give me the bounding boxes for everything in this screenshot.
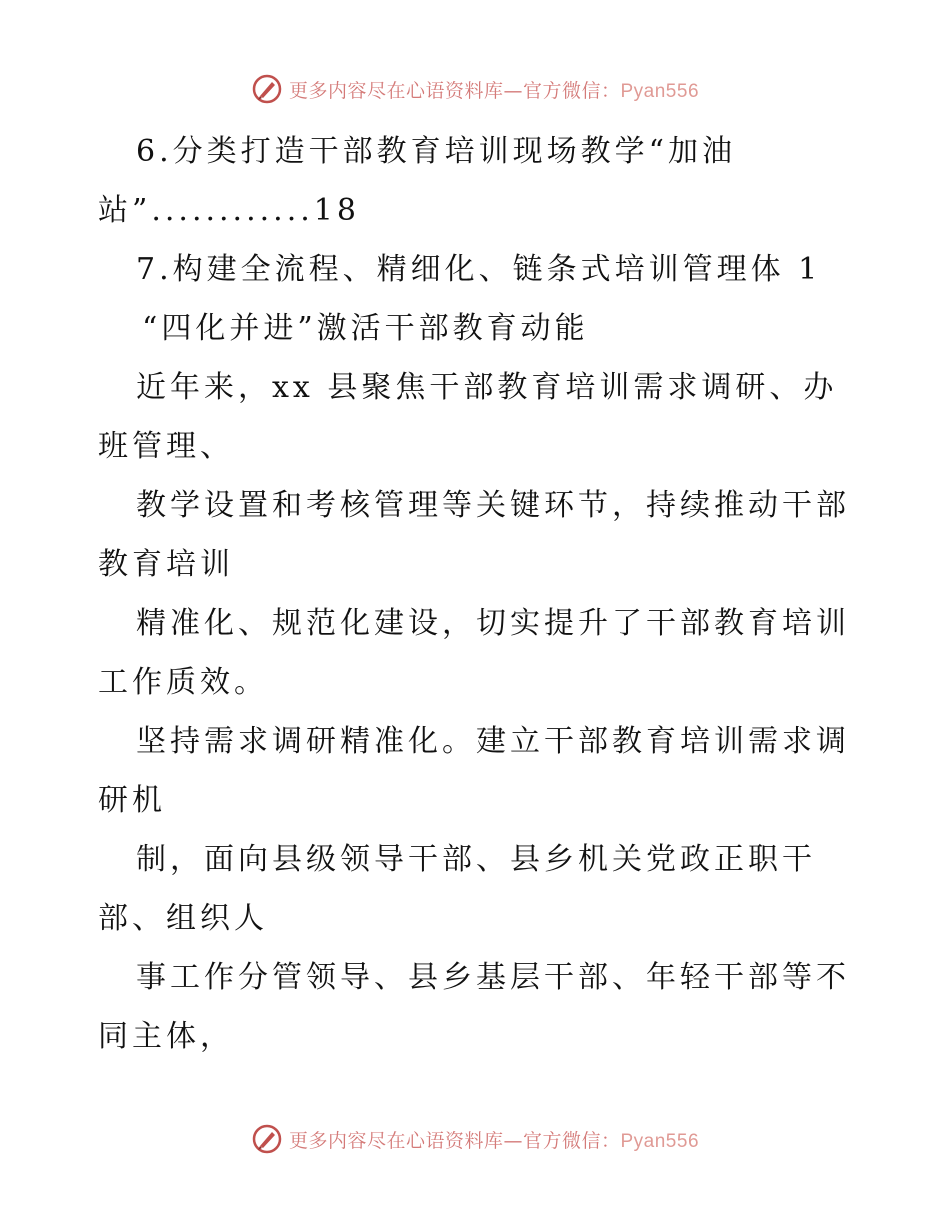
paragraph-line: 同主体， bbox=[98, 1019, 234, 1054]
pen-logo-icon bbox=[251, 1123, 283, 1155]
paragraph-line: 研机 bbox=[98, 783, 166, 818]
document-body bbox=[98, 122, 868, 1066]
pen-logo-icon bbox=[251, 73, 283, 105]
paragraph-line: 近年来，xx 县聚焦干部教育培训需求调研、办 bbox=[136, 370, 838, 405]
paragraph-line: 教育培训 bbox=[98, 547, 234, 582]
header-watermark bbox=[0, 72, 950, 106]
paragraph-line: 部、组织人 bbox=[98, 901, 268, 936]
paragraph-line: 坚持需求调研精准化。建立干部教育培训需求调 bbox=[136, 724, 850, 759]
paragraph-line: 教学设置和考核管理等关键环节，持续推动干部 bbox=[136, 488, 850, 523]
toc-item-7: 7.构建全流程、精细化、链条式培训管理体 1 bbox=[136, 252, 822, 287]
watermark-text: 更多内容尽在心语资料库—官方微信：Pyan556 bbox=[288, 1129, 700, 1152]
footer-watermark bbox=[0, 1122, 950, 1156]
paragraph-line: 事工作分管领导、县乡基层干部、年轻干部等不 bbox=[136, 960, 850, 995]
toc-item-6-continued: 站”............18 bbox=[98, 193, 360, 228]
paragraph-line: 制，面向县级领导干部、县乡机关党政正职干 bbox=[136, 842, 816, 877]
toc-item-6: 6.分类打造干部教育培训现场教学“加油 bbox=[136, 134, 736, 169]
section-title: “四化并进”激活干部教育动能 bbox=[142, 311, 589, 346]
paragraph-line: 精准化、规范化建设，切实提升了干部教育培训 bbox=[136, 606, 850, 641]
watermark-text: 更多内容尽在心语资料库—官方微信：Pyan556 bbox=[288, 79, 700, 102]
paragraph-line: 班管理、 bbox=[98, 429, 234, 464]
paragraph-line: 工作质效。 bbox=[98, 665, 268, 700]
